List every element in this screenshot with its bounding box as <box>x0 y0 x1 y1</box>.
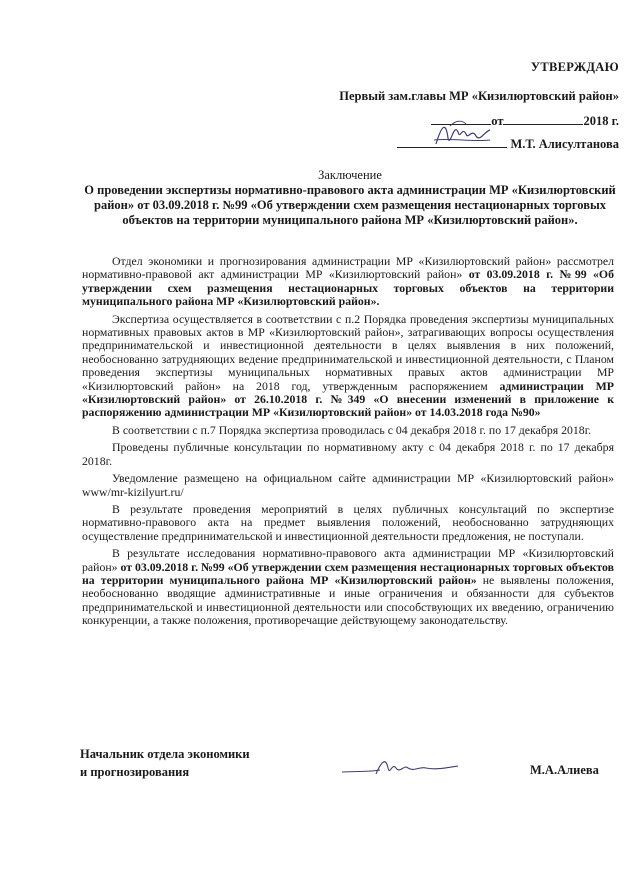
text: Проведены публичные консультации по нормативному акту с 04 декабря 2018 г. по 17 декабря 2018г. <box>82 440 614 468</box>
body-paragraph <box>82 255 614 309</box>
body-paragraph <box>82 313 614 420</box>
footer-position-line2: и прогнозирования <box>80 765 190 779</box>
body-paragraph <box>82 424 614 437</box>
bold-text: администрации МР «Кизилюртовский район» от 26.10.2018 г. №349 «О внесении изменений в приложение к распоряжению администрации МР «Кизилюртовский район» от 14.03.2018 года №90» <box>82 378 615 420</box>
title-subject: О проведении экспертизы нормативно-правового акта администрации МР «Кизилюртовский район» от 03.09.2018 г. №99 «Об утверждении схем размещения нестационарных торговых объектов на территории муниципального района МР «Кизилюртовский район». <box>84 183 616 227</box>
footer-position-line1: Начальник отдела экономики <box>80 747 250 761</box>
handwritten-signature-head <box>340 754 460 780</box>
approval-heading: УТВЕРЖДАЮ <box>530 60 619 74</box>
text: не выявлены положения, необоснованно вводящие административные и иные ограничения и обязанности для субъектов предпринимательской и инвестиционной деятельности или способствующих их введению, ограничению конкуренции, а также положения, противоречащие действующему законодательству. <box>82 572 614 628</box>
body-paragraph <box>82 503 614 543</box>
document-body <box>82 255 614 632</box>
body-paragraph <box>82 472 614 499</box>
bold-text: от 03.09.2018 г. №99 «Об утверждении схем размещения нестационарных торговых объектов на территории муниципального района МР «Кизилюртовский район». <box>82 267 614 309</box>
date-suffix: 2018 г. <box>583 114 619 128</box>
text: Экспертиза осуществляется в соответствии с п.2 Порядка проведения экспертизы муниципальных нормативных правовых актов в МР «Кизилюртовский район», затрагивающих вопросы осуществления предпринимательской и инвестиционной деятельности в целях выявления в них положений, необоснованно затрудняющих ведение предпринимательской и инвестиционной деятельности, с Планом проведения экспертизы муниципальных нормативных правых актов администрации МР «Кизилюртовский район» на 2018 год, утвержденным распоряжением <box>82 311 614 393</box>
signer-name: М.Т. Алисултанова <box>510 137 619 151</box>
text: В соответствии с п.7 Порядка экспертиза проводилась с 04 декабря 2018 г. по 17 декабря 2018г. <box>112 422 592 437</box>
title-heading: Заключение <box>318 168 382 182</box>
date-month-blank <box>503 124 583 125</box>
text: Отдел экономики и прогнозирования администрации МР «Кизилюртовский район» рассмотрел нормативно-правовой акт администрации МР «Кизилюртовский район» <box>82 254 614 282</box>
body-paragraph <box>82 547 614 627</box>
body-paragraph <box>82 441 614 468</box>
text: В результате проведения мероприятий в целях публичных консультаций по экспертизе нормативно-правового акта на предмет выявления положений, необоснованно затрудняющих осуществление предпринимательской и инвестиционной деятельности предложения, не поступали. <box>82 501 614 543</box>
text: В результате исследования нормативно-правового акта администрации МР «Кизилюртовский район» <box>82 546 614 574</box>
text: Уведомление размещено на официальном сайте администрации МР «Кизилюртовский район» www/mr-kizilyurt.ru/ <box>82 471 614 499</box>
bold-text: от 03.09.2018 г. №99 «Об утверждении схем размещения нестационарных торговых объектов на территории муниципального района МР «Кизилюртовский район» <box>82 559 614 587</box>
footer-name: М.А.Алиева <box>530 763 599 777</box>
handwritten-signature-approver <box>432 118 492 152</box>
approval-position: Первый зам.главы МР «Кизилюртовский район» <box>339 89 619 103</box>
date-prefix: от <box>491 114 504 128</box>
footer-position <box>80 745 250 781</box>
document-title <box>80 168 620 228</box>
